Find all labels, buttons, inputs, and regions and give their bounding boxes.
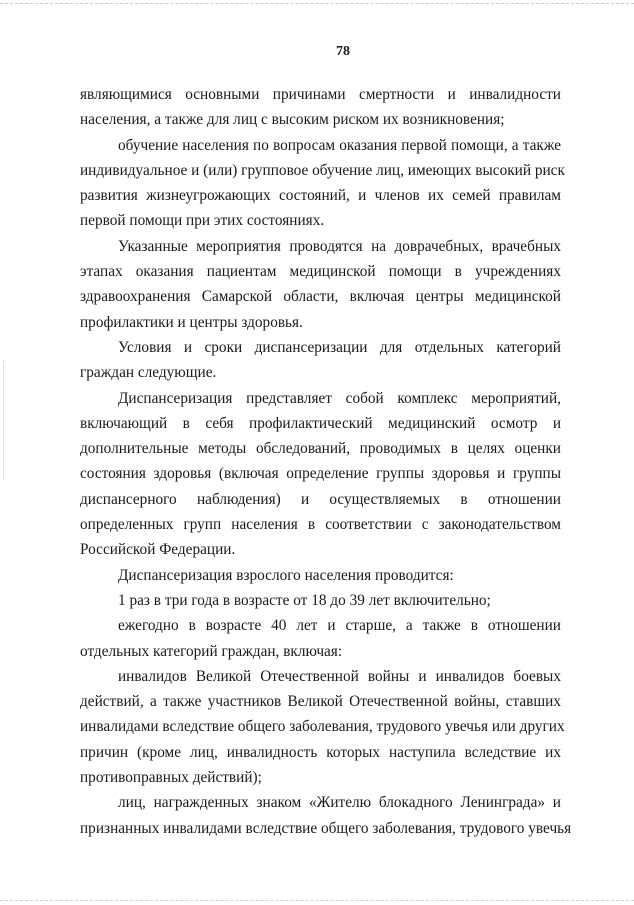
body-text — [80, 82, 572, 841]
scan-artifact-top — [0, 3, 634, 4]
text-line: развития жизнеугрожающих состояний, и членов их семей правилам — [80, 187, 561, 205]
text-line: Условия и сроки диспансеризации для отдельных категорий — [118, 338, 561, 356]
text-line: профилактики и центры здоровья. — [80, 313, 303, 331]
text-line: Российской Федерации. — [80, 541, 236, 559]
text-line: инвалидами вследствие общего заболевания, трудового увечья или других — [80, 718, 565, 736]
text-line: причин (кроме лиц, инвалидность которых наступила вследствие их — [80, 743, 561, 761]
text-line: населения, а также для лиц с высоким риском их возникновения; — [80, 111, 505, 129]
text-line: Указанные мероприятия проводятся на доврачебных, врачебных — [118, 237, 561, 255]
text-line: признанных инвалидами вследствие общего заболевания, трудового увечья — [80, 819, 572, 837]
text-line: индивидуальное и (или) групповое обучение лиц, имеющих высокий риск — [80, 161, 565, 179]
scan-artifact-left — [3, 360, 4, 480]
text-line: определенных групп населения в соответствии с законодательством — [80, 516, 561, 534]
text-line: диспансерного наблюдения) и осуществляемых в отношении — [80, 490, 561, 508]
text-line: первой помощи при этих состояниях. — [80, 212, 325, 230]
text-line: Диспансеризация представляет собой комплекс мероприятий, — [118, 389, 561, 407]
text-line: дополнительные методы обследований, проводимых в целях оценки — [80, 440, 561, 458]
text-line: здравоохранения Самарской области, включая центры медицинской — [80, 288, 561, 306]
scan-artifact-bottom — [0, 900, 634, 901]
text-line: обучение населения по вопросам оказания первой помощи, а также — [118, 136, 561, 154]
text-line: инвалидов Великой Отечественной войны и инвалидов боевых — [118, 667, 561, 685]
text-line: граждан следующие. — [80, 364, 217, 382]
text-line: Диспансеризация взрослого населения проводится: — [118, 566, 454, 584]
text-line: 1 раз в три года в возрасте от 18 до 39 лет включительно; — [118, 591, 491, 609]
text-line: лиц, награжденных знаком «Жителю блокадного Ленинграда» и — [118, 794, 561, 812]
text-line: включающий в себя профилактический медицинский осмотр и — [80, 414, 561, 432]
text-line: действий, а также участников Великой Отечественной войны, ставших — [80, 693, 561, 711]
text-line: противоправных действий); — [80, 769, 262, 787]
page-number: 78 — [336, 44, 350, 59]
text-line: являющимися основными причинами смертности и инвалидности — [80, 86, 561, 103]
text-line: состояния здоровья (включая определение группы здоровья и группы — [80, 465, 561, 483]
text-line: ежегодно в возрасте 40 лет и старше, а также в отношении — [118, 617, 561, 635]
text-line: отдельных категорий граждан, включая: — [80, 642, 343, 660]
text-line: этапах оказания пациентам медицинской помощи в учреждениях — [80, 263, 561, 281]
